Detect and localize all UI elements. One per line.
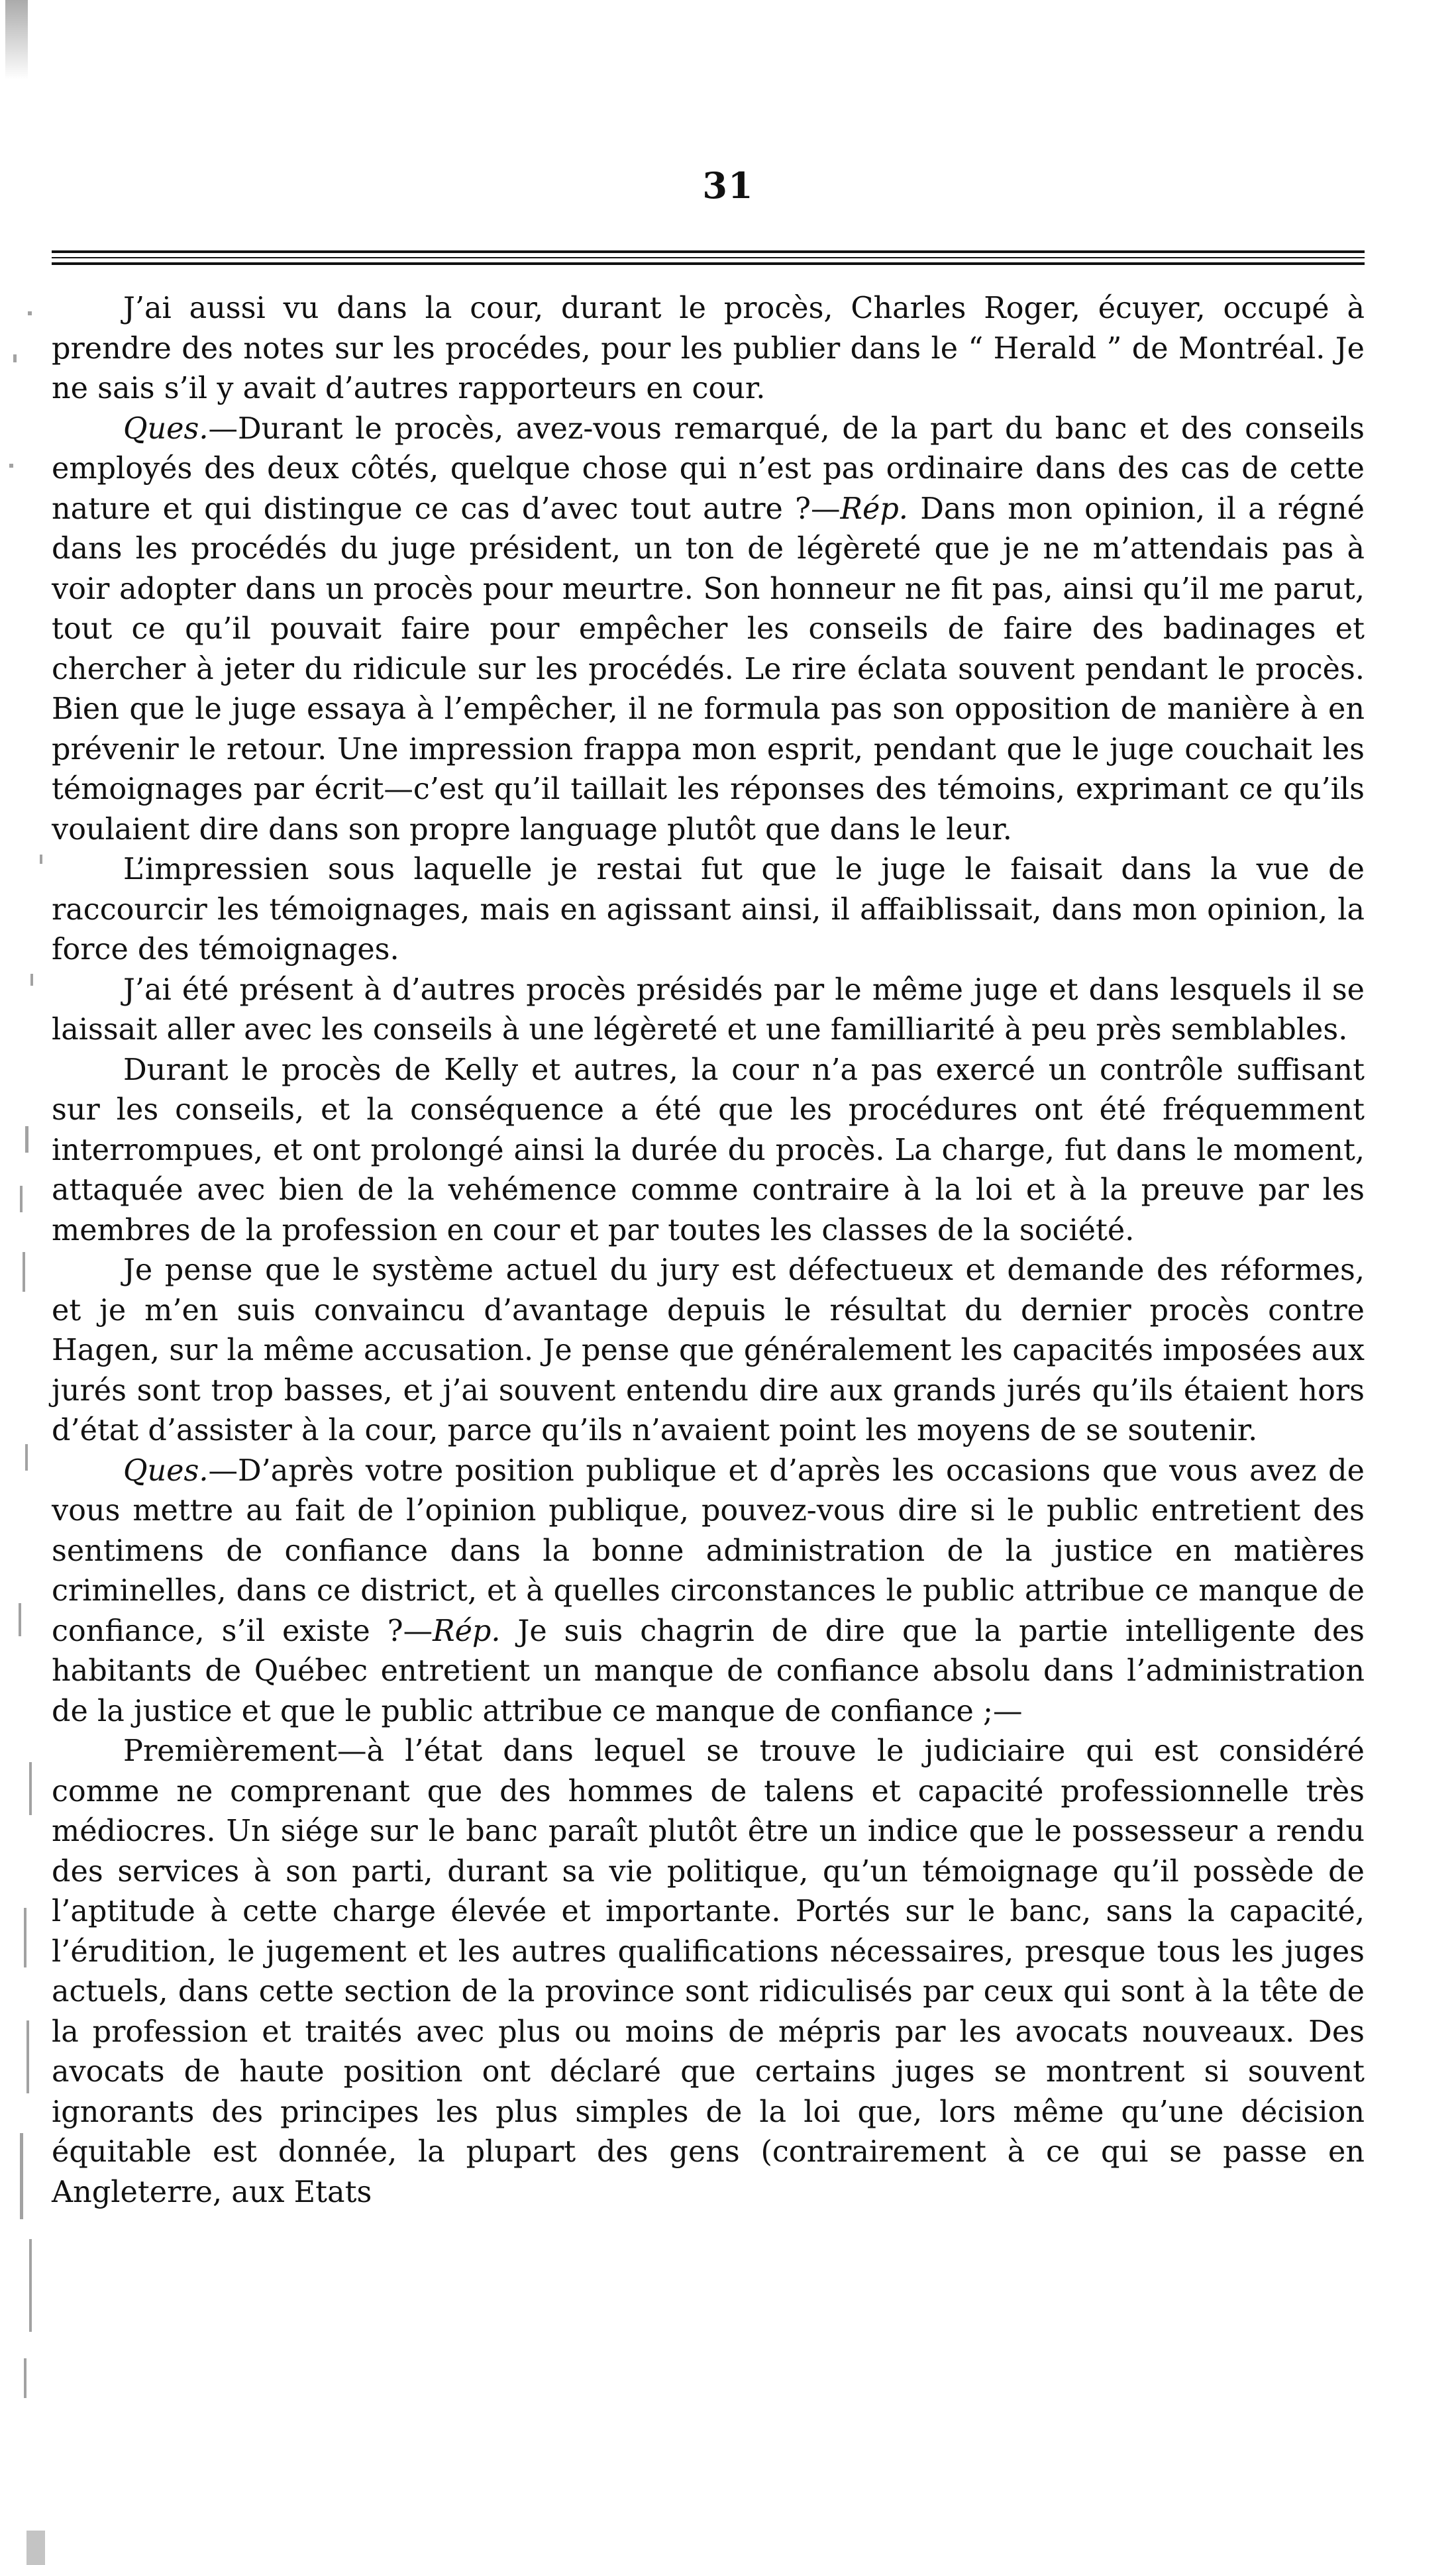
- paragraph: [52, 1051, 1365, 1251]
- body-text: [52, 289, 1365, 2213]
- header-rule-middle: [52, 257, 1365, 258]
- paragraph-text: Je pense que le système actuel du jury est défectueux et demande des réformes, et je m’en suis convaincu d’avantage depuis le résultat du dernier procès contre Hagen, sur la même accusation. Je pense que généralement les capacités imposées aux jurés sont trop basses, et j’ai souvent entendu dire aux grands jurés qu’ils étaient hors d’état d’assister à la cour, parce qu’ils n’avaient point les moyens de se soutenir.: [52, 1253, 1365, 1447]
- paragraph-text: Durant le procès de Kelly et autres, la cour n’a pas exercé un contrôle suffisant sur les conseils, et la conséquence a été que les procédures ont été fréquemment interrompues, et ont prolongé ainsi la durée du procès. La charge, fut dans le moment, attaquée avec bien de la vehémence comme contraire à la loi et à la preuve par les membres de la profession en cour et par toutes les classes de la société.: [52, 1053, 1365, 1247]
- paragraph-text: Premièrement—à l’état dans lequel se trouve le judiciaire qui est considéré comme ne comprenant que des hommes de talens et capacité professionnelle très médiocres. Un siége sur le banc paraît plutôt être un indice que le possesseur a rendu des services à son parti, durant sa vie politique, qu’un témoignage qu’il possède de l’aptitude à cette charge élevée et importante. Portés sur le banc, sans la capacité, l’érudition, le jugement et les autres qualifications nécessaires, presque tous les juges actuels, dans cette section de la province sont ridiculisés par ceux qui sont à la tête de la profession et traités avec plus ou moins de mépris par les avocats nouveaux. Des avocats de haute position ont déclaré que certains juges se montrent si souvent ignorants des principes les plus simples de la loi que, lors même qu’une décision équitable est donnée, la plupart des gens (contrairement à ce qui se passe en Angleterre, aux Etats: [52, 1734, 1365, 2209]
- paragraph-text: J’ai aussi vu dans la cour, durant le procès, Charles Roger, écuyer, occupé à prendre des notes sur les procédes, pour les publier dans le “ Herald ” de Montréal. Je ne sais s’il y avait d’autres rapporteurs en cour.: [52, 291, 1365, 405]
- question-text: —D’après votre position publique et d’après les occasions que vous avez de vous mettre au fait de l’opinion publique, pouvez-vous dire si le public entretient des sentimens de confiance dans la bonne administration de la justice en matières criminelles, dans ce district, et à quelles circonstances le public attribue ce manque de confiance, s’il existe ?—: [52, 1453, 1365, 1648]
- paragraph-question: [52, 409, 1365, 851]
- answer-label: Rép.: [840, 492, 908, 526]
- binding-margin: [0, 0, 53, 2565]
- paragraph: [52, 970, 1365, 1051]
- page-number: 31: [702, 164, 754, 207]
- question-label: Ques.: [123, 1453, 209, 1488]
- header-rule-top: [52, 250, 1365, 253]
- question-label: Ques.: [123, 411, 209, 446]
- paragraph-text: L’impressien sous laquelle je restai fut que le juge le faisait dans la vue de raccourcir les témoignages, mais en agissant ainsi, il affaiblissait, dans mon opinion, la force des témoignages.: [52, 853, 1365, 967]
- answer-label: Rép.: [433, 1614, 501, 1648]
- paragraph: [52, 850, 1365, 970]
- paragraph-question: [52, 1451, 1365, 1732]
- answer-text: Je suis chagrin de dire que la partie intelligente des habitants de Québec entretient un manque de confiance absolu dans l’administration de la justice et que le public attribue ce manque de confiance ;—: [52, 1614, 1365, 1728]
- paragraph: [52, 289, 1365, 409]
- question-text: —Durant le procès, avez-vous remarqué, de la part du banc et des conseils employés des deux côtés, quelque chose qui n’est pas ordinaire dans des cas de cette nature et qui distingue ce cas d’avec tout autre ?—: [52, 411, 1365, 526]
- header-rule-bottom: [52, 262, 1365, 265]
- paragraph: [52, 1732, 1365, 2213]
- paragraph: [52, 1251, 1365, 1451]
- answer-text: Dans mon opinion, il a régné dans les procédés du juge président, un ton de légèreté que je ne m’attendais pas à voir adopter dans un procès pour meurtre. Son honneur ne fit pas, ainsi qu’il me parut, tout ce qu’il pouvait faire pour empêcher les conseils de faire des badinages et chercher à jeter du ridicule sur les procédés. Le rire éclata souvent pendant le procès. Bien que le juge essaya à l’empêcher, il ne formula pas son opposition de manière à en prévenir le retour. Une impression frappa mon esprit, pendant que le juge couchait les témoignages par écrit—c’est qu’il taillait les réponses des témoins, exprimant ce qu’ils voulaient dire dans son propre language plutôt que dans le leur.: [52, 492, 1365, 847]
- paragraph-text: J’ai été présent à d’autres procès présidés par le même juge et dans lesquels il se laissait aller avec les conseils à une légèreté et une familliarité à peu près semblables.: [52, 972, 1365, 1047]
